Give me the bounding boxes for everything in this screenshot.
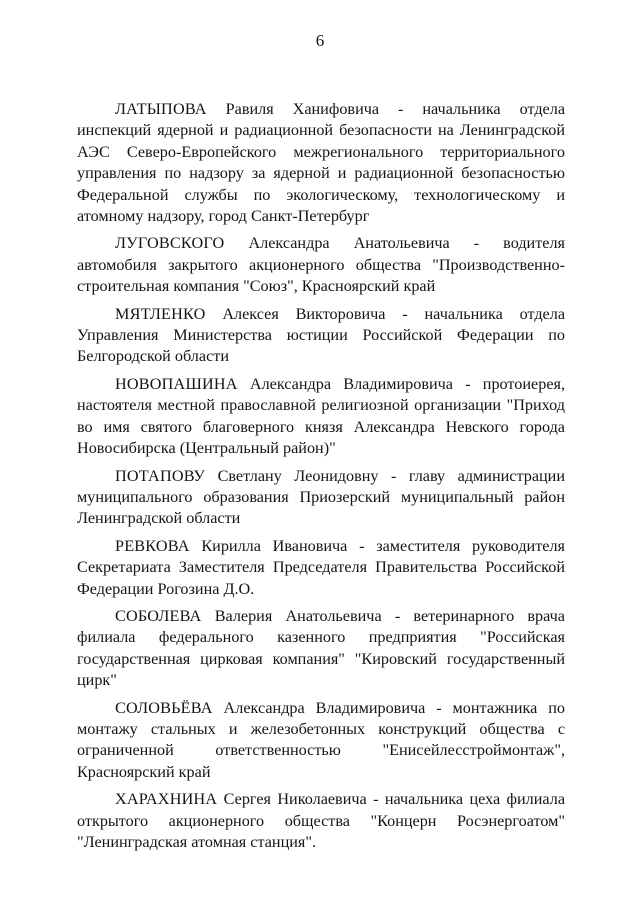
entry-surname: НОВОПАШИНА (115, 374, 238, 393)
list-item (77, 606, 565, 692)
entry-surname: СОЛОВЬЁВА (115, 698, 213, 717)
list-item (77, 99, 565, 227)
list-item (77, 304, 565, 368)
list-item (77, 789, 565, 853)
entry-surname: ХАРАХНИНА (115, 790, 218, 809)
entry-text: Кирилла Ивановича - заместителя руководителя Секретариата Заместителя Председателя Правительства Российской Федерации Рогозина Д.О. (77, 536, 565, 598)
entry-surname: ПОТАПОВУ (115, 466, 206, 485)
entry-text: Александра Владимировича - протоиерея, настоятеля местной православной религиозной организации "Приход во имя святого благоверного князя Александра Невского города Новосибирска (Центральный район)" (77, 374, 566, 458)
entry-surname: ЛУГОВСКОГО (115, 234, 225, 253)
entry-text: Александра Анатольевича - водителя автомобиля закрытого акционерного общества "Производственно-строительная компания "Союз", Красноярский край (77, 234, 565, 296)
page-number: 6 (315, 31, 325, 50)
entry-surname: РЕВКОВА (115, 536, 190, 555)
entry-text: Александра Владимировича - монтажника по монтажу стальных и железобетонных конструкций общества с ограниченной ответственностью "Енисейлесстроймонтаж", Красноярский край (77, 698, 566, 781)
list-item (77, 374, 565, 460)
list-item (77, 698, 565, 784)
entry-surname: МЯТЛЕНКО (115, 304, 206, 323)
entry-text: Алексея Викторовича - начальника отдела Управления Министерства юстиции Российской Федерации по Белгородской области (77, 304, 566, 366)
award-list (77, 99, 565, 859)
list-item (77, 536, 565, 600)
list-item (77, 466, 565, 530)
entry-text: Светлану Леонидовну - главу администрации муниципального образования Приозерский муниципальный район Ленинградской области (77, 466, 566, 528)
entry-text: Равиля Ханифовича - начальника отдела инспекций ядерной и радиационной безопасности на Ленинградской АЭС Северо-Европейского межрегионального территориального управления по надзору за ядерной и радиационной безопасностью Федеральной службы по экологическому, технологическому и атомному надзору, город Санкт-Петербург (77, 100, 566, 226)
entry-text: Валерия Анатольевича - ветеринарного врача филиала федерального казенного предприятия "Российская государственная цирковая компания" "Кировский государственный цирк" (77, 606, 565, 690)
entry-surname: СОБОЛЕВА (115, 606, 202, 625)
entry-text: Сергея Николаевича - начальника цеха филиала открытого акционерного общества "Концерн Росэнергоатом" "Ленинградская атомная станция". (77, 790, 566, 851)
list-item (77, 233, 565, 297)
entry-surname: ЛАТЫПОВА (115, 100, 207, 118)
